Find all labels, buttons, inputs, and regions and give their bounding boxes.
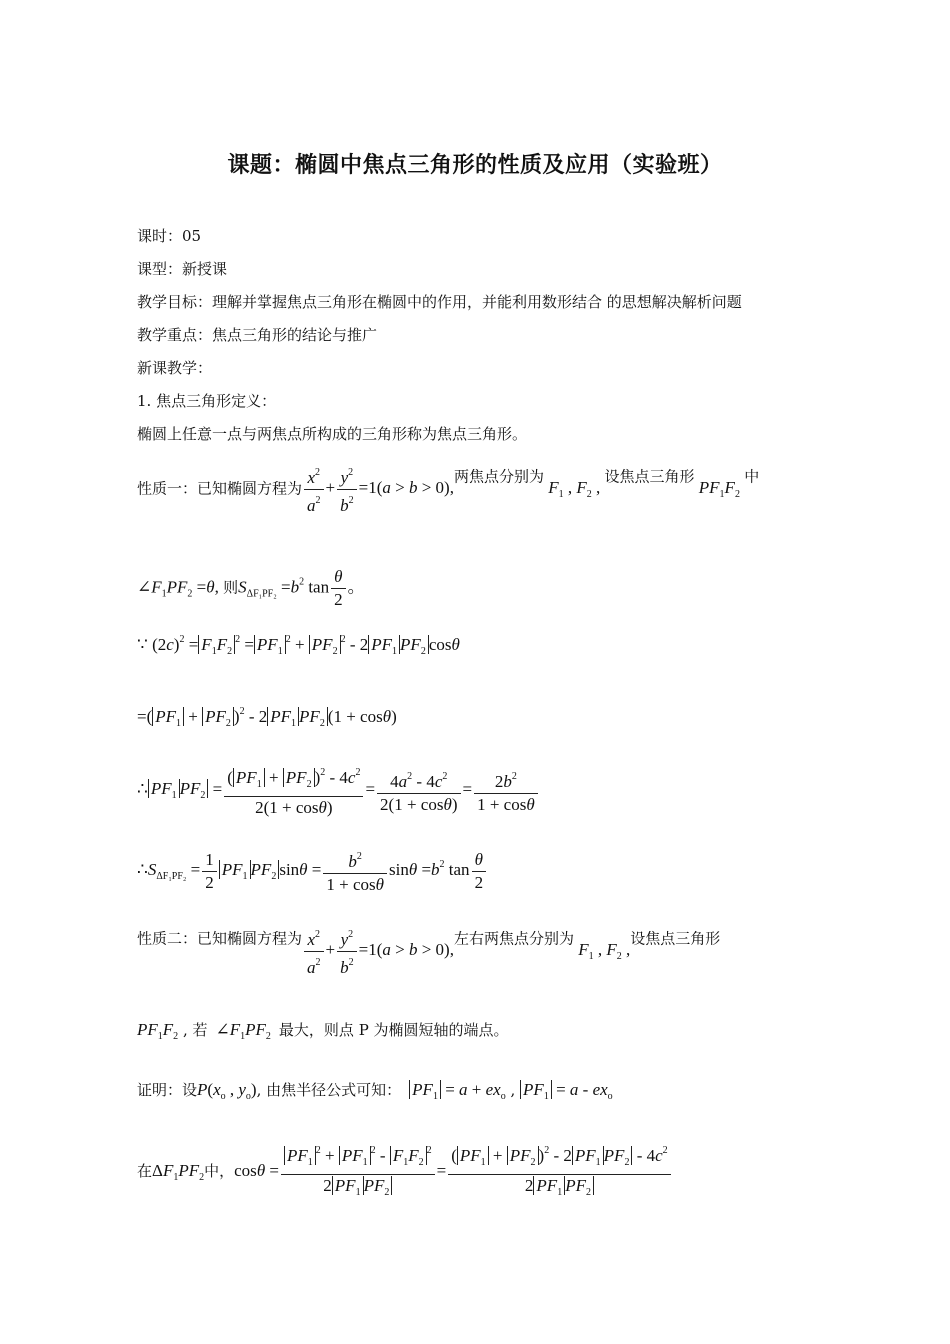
definition-heading: 1. 焦点三角形定义：	[137, 392, 277, 410]
property2-statement: 性质二：已知椭圆方程为 $\frac{x^2}{a^2}$ + $\frac{y^2}{b^2}$ =1(a > b > 0),左右两焦点分别为 $F_1$ , $F_2$ ,设焦点三角形	[137, 924, 720, 979]
proof1-area: $\therefore S_{\Delta F_1PF_2}$ = $\frac{1}{2}$ $PF_1$ $PF_2$ sinθ = $\frac{b^2}{1 + \cos\theta}$ $\sin\theta =b^2$ tan $\frac{\theta}{2}$	[137, 846, 488, 896]
page-title: 课题：椭圆中焦点三角形的性质及应用（实验班）	[227, 153, 723, 178]
lesson-hours: 课时：05	[137, 227, 202, 245]
proof1-law-of-cosines: ∵ $(2c)^2 = F_1F_2^2 = PF_1^2 + PF_2^2 - 2$ $PF_1$ $PF_2$ cosθ	[137, 634, 460, 657]
definition-text: 椭圆上任意一点与两焦点所构成的三角形称为焦点三角形。	[137, 425, 528, 443]
proof2-cosine: 在$\Delta F_1PF_2$中，cosθ = $\frac{PF_1^2 + PF_1^2 - F_1F_2^2}{2 PF_1 PF_2}$ = $\frac{( PF_1 + PF_2 )^2 - 2 PF_1 PF_2 - 4c^2}{2 PF_1 PF_2}$	[137, 1140, 673, 1204]
property1-area-formula: $\angle F_1PF_2 =\theta$, 则$S_{\Delta F_1PF_2} =b^2$ tan $\frac{\theta}{2}$ 。	[137, 567, 365, 609]
property2-conclusion: $PF_1F_2$ , 若 $\angle F_1PF_2$ 最大，则点 P 为椭圆短轴的端点。	[137, 1020, 509, 1042]
lesson-goal: 教学目标：理解并掌握焦点三角形在椭圆中的作用，并能利用数形结合 的思想解决解析问题	[137, 293, 742, 311]
proof2-setup: 证明：设$P(x_o$ , $y_o$), 由焦半径公式可知： $PF_1 = a + ex_o$ , $PF_1 = a - ex_o$	[137, 1080, 613, 1102]
property1-statement: 性质一：已知椭圆方程为 $\frac{x^2}{a^2}$ + $\frac{y^2}{b^2}$ =1(a > b > 0),两焦点分别为 $F_1$ , $F_2$ , 设焦点三角形 $PF_1F_2$ 中	[137, 462, 759, 517]
new-lesson-heading: 新课教学：	[137, 359, 213, 377]
lesson-focus: 教学重点：焦点三角形的结论与推广	[137, 326, 378, 344]
proof1-expansion: =( $PF_1 + PF_2$ )$^2$ - 2 $PF_1$ $PF_2$ (1 + cosθ)	[137, 706, 397, 729]
proof1-product: ∴ $PF_1$ $PF_2$ = $\frac{( PF_1 + PF_2 )^2 - 4c^2}{2(1 + \cos\theta)}$ = $\frac{4a^2 - 4c^2}{2(1 + \cos\theta)}$ = $\frac{2b^2}{1 + \cos\theta}$	[137, 762, 540, 819]
lesson-type: 课型：新授课	[137, 260, 228, 278]
